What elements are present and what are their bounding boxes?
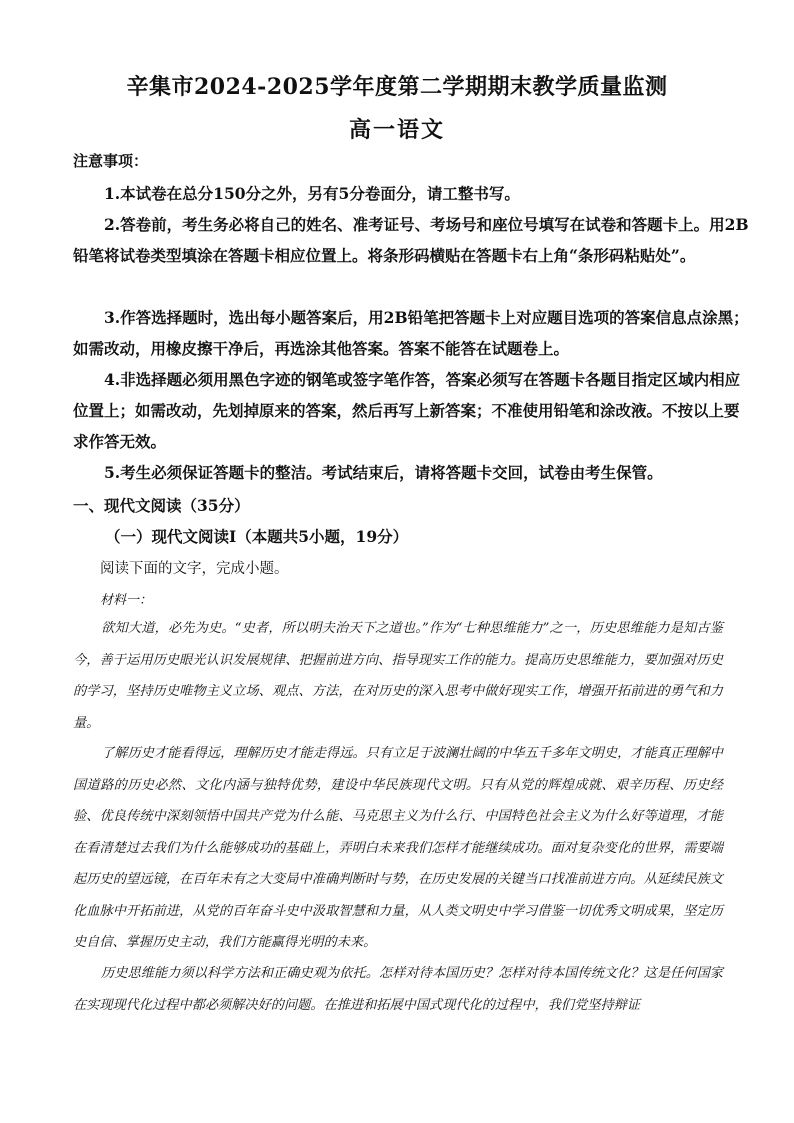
passage-text-1: 欲知大道，必先为史。“史者，所以明夫治天下之道也。”作为“七种思维能力”之一，历史思维能力是知古鉴今，善于运用历史眼光认识发展规律、把握前进方向、指导现实工作的能力。提高历史思维能力，要加强对历史的学习，坚持历史唯物主义立场、观点、方法，在对历史的深入思考中做好现实工作，增强开拓前进的勇气和力量。 — [73, 621, 723, 731]
passage-text-2: 了解历史才能看得远，理解历史才能走得远。只有立足于波澜壮阔的中华五千多年文明史，才能真正理解中国道路的历史必然、文化内涵与独特优势，建设中华民族现代文明。只有从党的辉煌成就、艰辛历程、历史经验、优良传统中深刻领悟中国共产党为什么能、马克思主义为什么行、中国特色社会主义为什么好等道理，才能在看清楚过去我们为什么能够成功的基础上，弄明白未来我们怎样才能继续成功。面对复杂变化的世界，需要端起历史的望远镜，在百年未有之大变局中准确判断时与势，在历史发展的关键当口找准前进方向。从延续民族文化血脉中开拓前进，从党的百年奋斗史中汲取智慧和力量，从人类文明史中学习借鉴一切优秀文明成果，坚定历史自信、掌握历史主动，我们方能赢得光明的未来。 — [73, 746, 723, 950]
passage-paragraph-2 — [73, 738, 723, 959]
passage-text-3: 历史思维能力须以科学方法和正确史观为依托。怎样对待本国历史？怎样对待本国传统文化？这是任何国家在实现现代化过程中都必须解决好的问题。在推进和拓展中国式现代化的过程中，我们党坚持辩证 — [73, 966, 723, 1013]
subsection-heading: （一）现代文阅读I（本题共5小题，19分） — [105, 527, 409, 546]
notes-heading: 注意事项： — [73, 152, 149, 170]
note-text-5: 5.考生必须保证答题卡的整洁。考试结束后，请将答题卡交回，试卷由考生保管。 — [104, 463, 663, 482]
note-text-2: 2.答卷前，考生务必将自己的姓名、准考证号、考场号和座位号填写在试卷和答题卡上。用2B铅笔将试卷类型填涂在答题卡相应位置上。将条形码横贴在答题卡右上角“条形码粘贴处”。 — [73, 215, 749, 265]
exam-title: 辛集市2024-2025学年度第二学期期末教学质量监测 — [126, 74, 668, 100]
note-item-3 — [73, 302, 753, 364]
note-text-1: 1.本试卷在总分150分之外，另有5分卷面分，请工整书写。 — [104, 184, 520, 203]
note-text-3: 3.作答选择题时，选出每小题答案后，用2B铅笔把答题卡上对应题目选项的答案信息点涂黑；如需改动，用橡皮擦干净后，再选涂其他答案。答案不能答在试题卷上。 — [73, 308, 749, 358]
note-item-4 — [73, 364, 753, 457]
passage-paragraph-3 — [73, 958, 723, 1021]
section-heading: 一、现代文阅读（35分） — [73, 496, 250, 515]
passage-paragraph-1 — [73, 613, 723, 739]
note-item-1 — [73, 178, 753, 209]
note-item-5 — [73, 457, 753, 488]
exam-subtitle: 高一语文 — [348, 117, 445, 143]
note-text-4: 4.非选择题必须用黑色字迹的钢笔或签字笔作答，答案必须写在答题卡各题目指定区域内相应位置上；如需改动，先划掉原来的答案，然后再写上新答案；不准使用铅笔和涂改液。不按以上要求作答无效。 — [73, 370, 741, 451]
reading-instruction: 阅读下面的文字，完成小题。 — [100, 561, 289, 577]
material-label: 材料一： — [100, 593, 153, 608]
note-item-2 — [73, 209, 753, 271]
